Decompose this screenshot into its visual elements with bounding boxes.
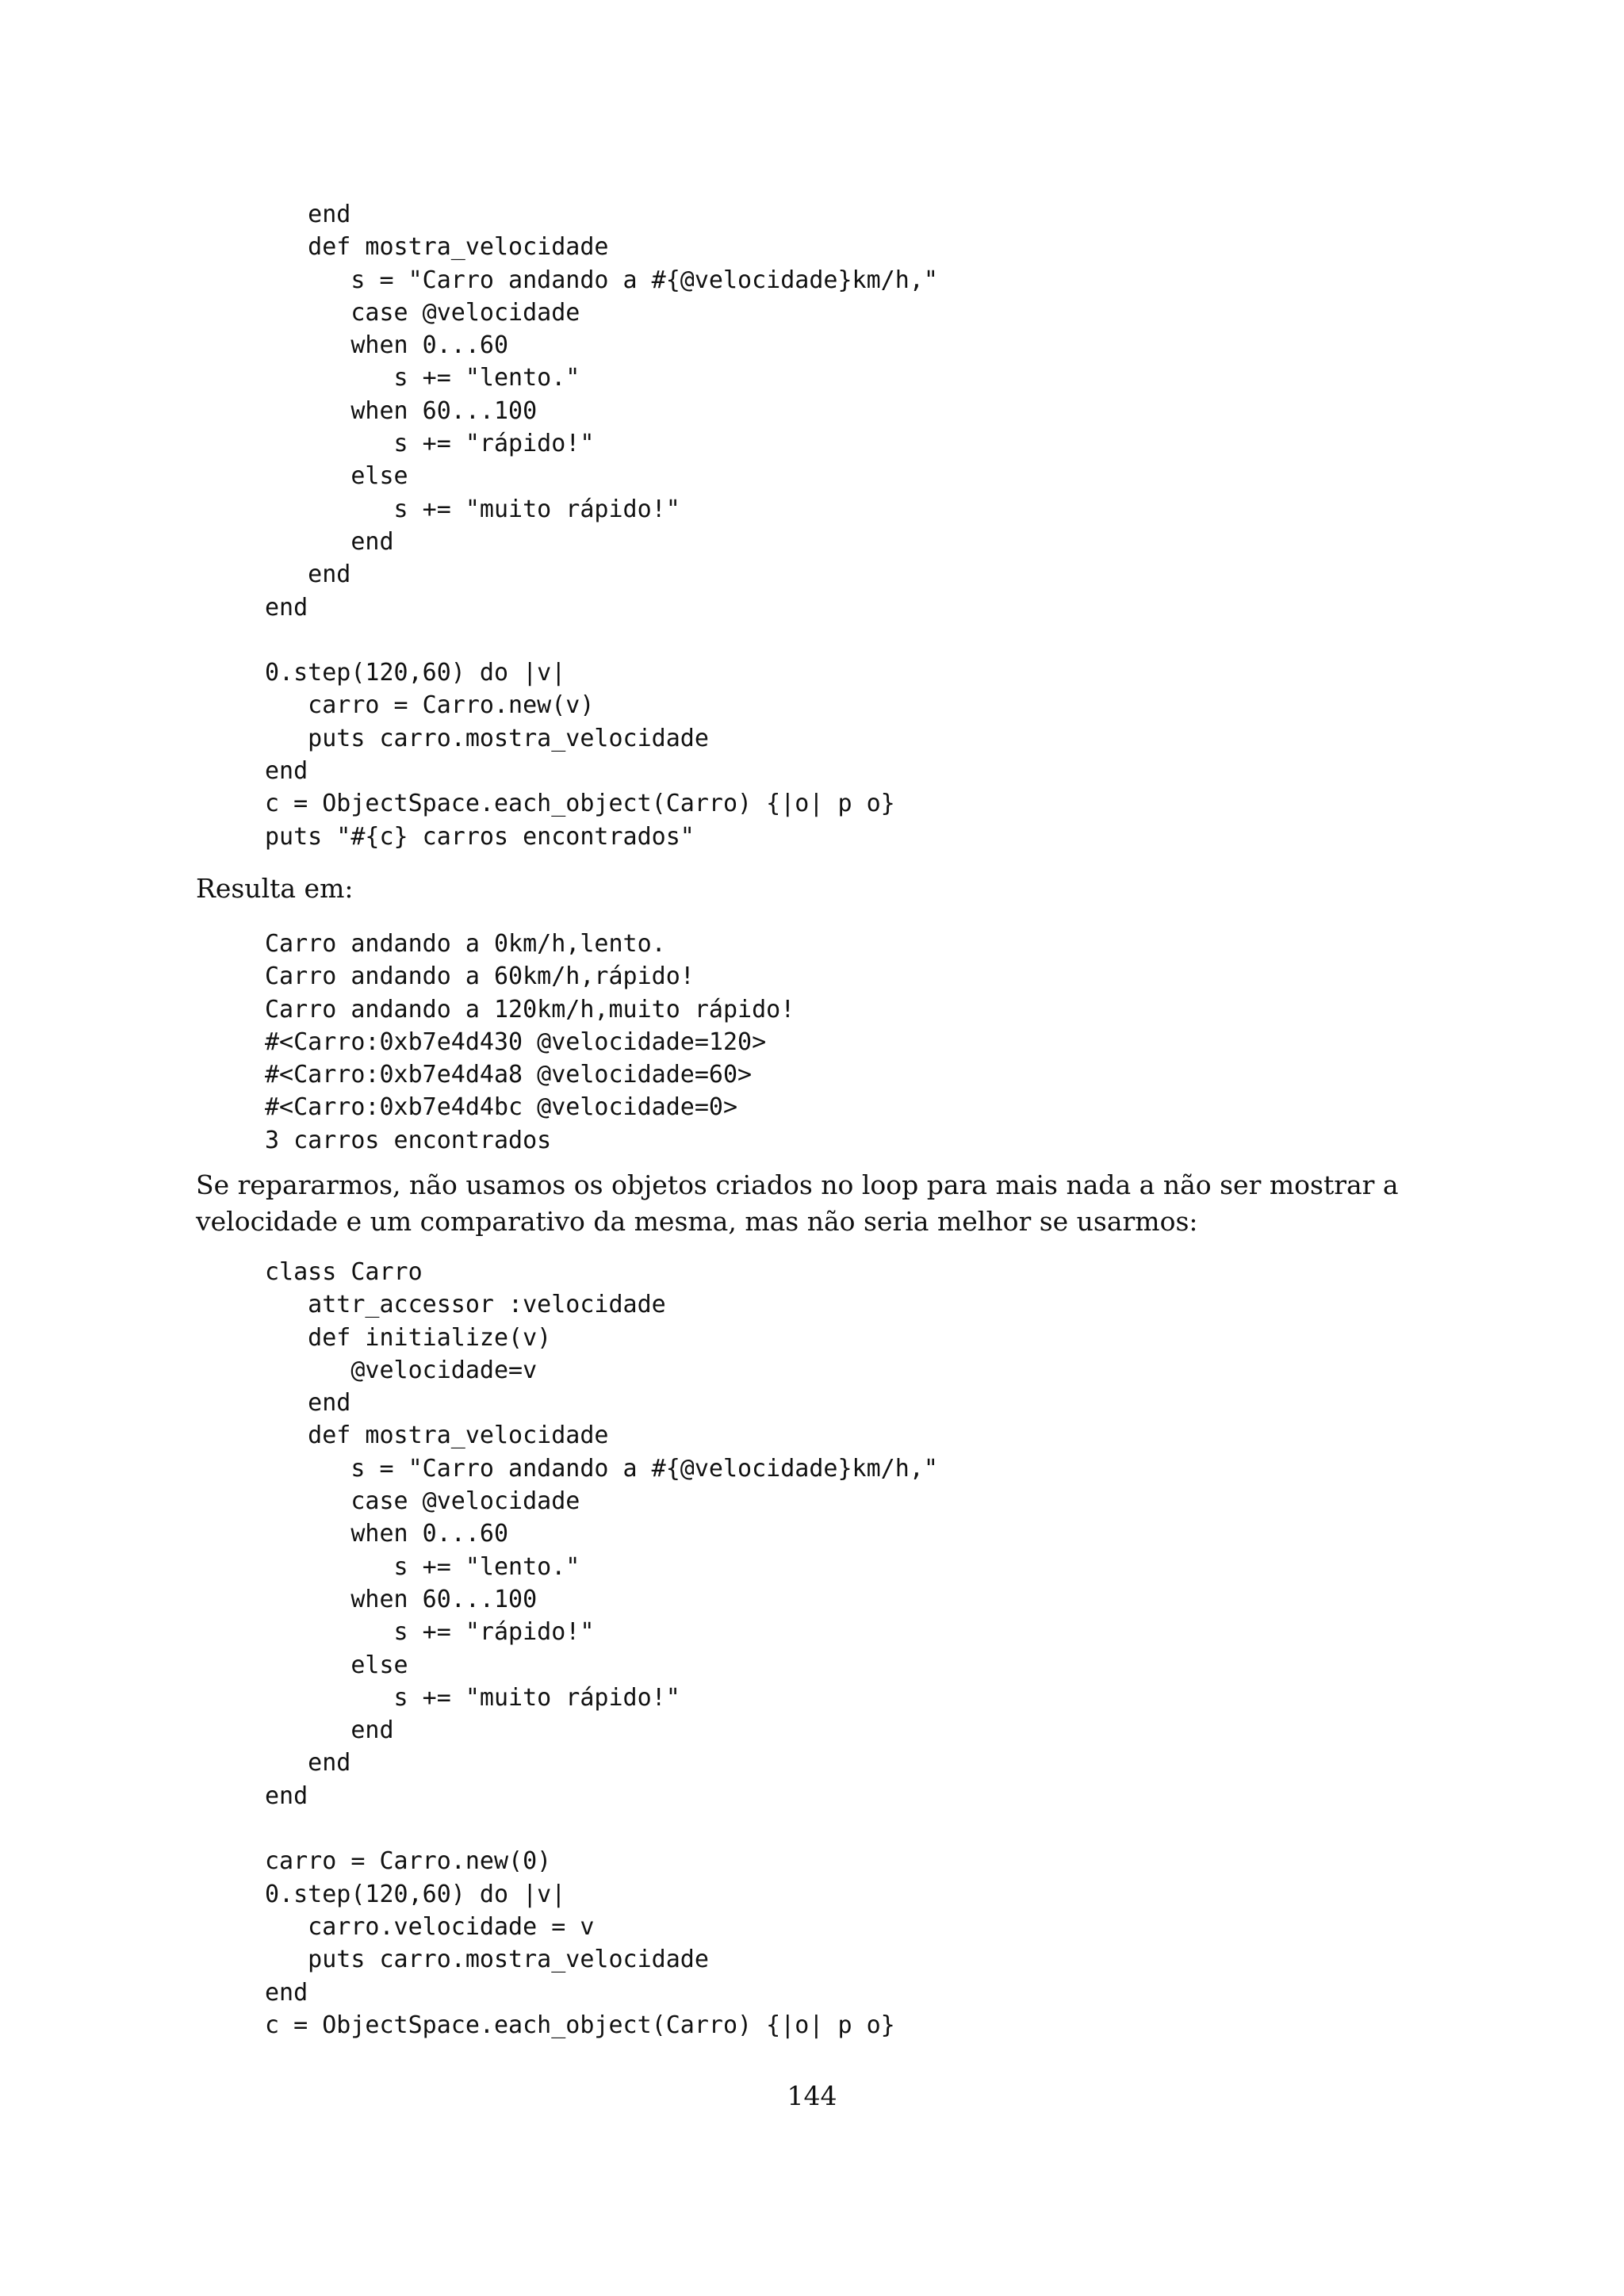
code-line: end [265,561,351,589]
code-line: end [265,1749,351,1777]
code-line: s = "Carro andando a #{@velocidade}km/h," [265,266,938,294]
code-line: s += "rápido!" [265,430,595,458]
code-block-loop-example [265,198,938,853]
code-line: when 0...60 [265,1520,509,1548]
code-line: else [265,462,408,491]
paragraph-resulta-em: Resulta em: [196,873,354,904]
code-line: def mostra_velocidade [265,233,609,262]
code-line: def mostra_velocidade [265,1422,609,1450]
code-line: Carro andando a 60km/h,rápido! [265,962,695,991]
code-line: puts carro.mostra_velocidade [265,1946,709,1974]
code-line: #<Carro:0xb7e4d4a8 @velocidade=60> [265,1061,753,1089]
code-line: s += "lento." [265,364,580,392]
code-line: end [265,1716,394,1745]
code-line: s += "rápido!" [265,1618,595,1647]
code-line: c = ObjectSpace.each_object(Carro) {|o| p o} [265,790,895,818]
code-line: case @velocidade [265,1487,580,1516]
code-line: 0.step(120,60) do |v| [265,1880,566,1908]
code-line: #<Carro:0xb7e4d430 @velocidade=120> [265,1027,767,1056]
code-line: c = ObjectSpace.each_object(Carro) {|o| p o} [265,2011,895,2039]
code-line: def initialize(v) [265,1323,552,1352]
code-line: end [265,1781,308,1810]
code-line: puts "#{c} carros encontrados" [265,822,695,851]
code-line: when 60...100 [265,396,538,425]
code-line [265,624,938,656]
code-line: Carro andando a 0km/h,lento. [265,930,666,958]
code-line: when 60...100 [265,1585,538,1613]
code-line: attr_accessor :velocidade [265,1291,666,1319]
code-line: s += "muito rápido!" [265,1683,680,1712]
page-number: 144 [787,2080,837,2111]
code-line: carro = Carro.new(v) [265,691,595,720]
code-line: puts carro.mostra_velocidade [265,724,709,752]
code-line: end [265,1978,308,2007]
code-line: carro = Carro.new(0) [265,1847,552,1876]
code-block-refactored-example [265,1256,938,2042]
code-line: Carro andando a 120km/h,muito rápido! [265,995,795,1024]
code-line: end [265,593,308,622]
code-line: end [265,1389,351,1418]
code-line [265,1812,938,1845]
code-line: #<Carro:0xb7e4d4bc @velocidade=0> [265,1093,738,1122]
code-line: else [265,1651,408,1679]
code-line: s += "muito rápido!" [265,495,680,523]
code-line: end [265,527,394,556]
code-line: end [265,757,308,786]
code-line: s = "Carro andando a #{@velocidade}km/h," [265,1454,938,1483]
code-line: 3 carros encontrados [265,1126,552,1154]
code-line: s += "lento." [265,1552,580,1581]
code-line: when 0...60 [265,331,509,360]
code-line: end [265,201,351,228]
code-line: class Carro [265,1258,423,1286]
code-line: case @velocidade [265,298,580,327]
code-line: 0.step(120,60) do |v| [265,659,566,687]
code-line: @velocidade=v [265,1356,538,1384]
code-block-output [265,928,795,1157]
code-line: carro.velocidade = v [265,1912,595,1941]
paragraph-explanation: Se repararmos, não usamos os objetos criados no loop para mais nada a não ser mostrar a velocidade e um comparativo da mesma, mas não seria melhor se usarmos: [196,1169,1399,1237]
